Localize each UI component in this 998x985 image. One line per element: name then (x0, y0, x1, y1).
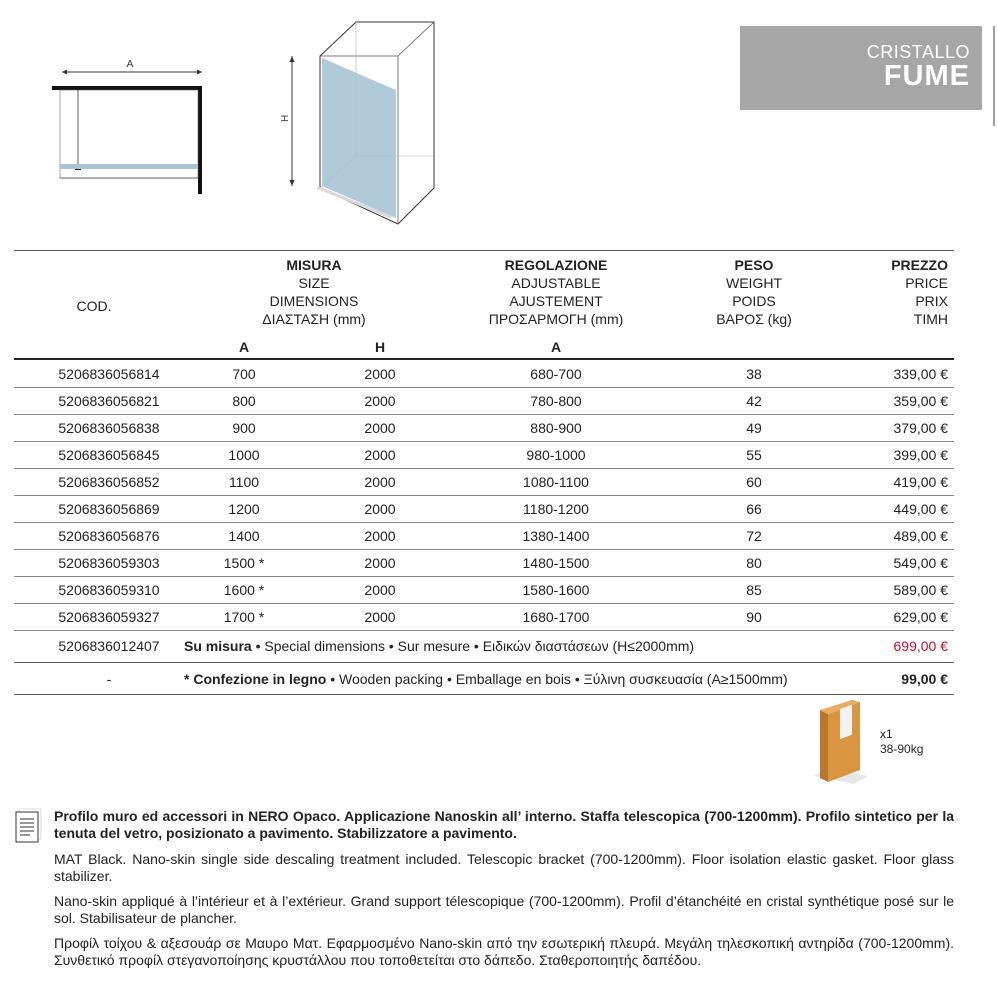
header-adjustable-it: REGOLAZIONE (504, 257, 608, 273)
table-row (14, 468, 954, 495)
row-width: 1000 (228, 447, 260, 463)
row-height: 2000 (364, 528, 396, 544)
row-width: 900 (232, 420, 256, 436)
row-code: 5206836056869 (58, 501, 160, 517)
note-bold: * Confezione in legno (184, 671, 327, 687)
row-adjustable: 780-800 (530, 393, 582, 409)
table-row (14, 387, 954, 414)
row-adjustable: 1680-1700 (522, 609, 590, 625)
row-price: 419,00 € (893, 474, 948, 490)
description-fr: Nano-skin appliqué à l’intérieur et à l’extérieur. Grand support télescopique (700-1200mm). Profil d’étanchéité en cristal synthétique posé sur le sol. Stabilisateur de plancher. (54, 893, 954, 926)
row-code: - (106, 671, 112, 687)
description-gr: Προφίλ τοίχου & αξεσουάρ σε Μαυρο Ματ. Εφαρμοσμένο Nano-skin από την εσωτερική πλευρά. Μεγάλη τηλεσκοπική αντηρίδα (700-1200mm). Συνθετικό προφίλ στεγανοποίησης κρυστάλλου που τοποθετείται στο δάπεδο. Σταθεροποιητής δαπέδου. (54, 935, 954, 968)
row-height: 2000 (364, 582, 396, 598)
row-price: 699,00 € (893, 638, 948, 654)
row-code: 5206836056845 (58, 447, 160, 463)
row-adjustable: 680-700 (530, 366, 582, 382)
row-price: 399,00 € (893, 447, 948, 463)
row-code: 5206836056876 (58, 528, 160, 544)
row-weight: 72 (746, 528, 762, 544)
row-width: 800 (232, 393, 256, 409)
row-height: 2000 (364, 420, 396, 436)
row-weight: 85 (746, 582, 762, 598)
row-adjustable: 880-900 (530, 420, 582, 436)
row-height: 2000 (364, 609, 396, 625)
header-size-en: SIZE (298, 275, 330, 291)
row-code: 5206836012407 (58, 638, 160, 654)
glass-type-badge (740, 26, 982, 110)
edge-line (993, 26, 995, 126)
row-adjustable: 1180-1200 (523, 501, 589, 517)
row-weight: 42 (746, 393, 762, 409)
row-price: 629,00 € (893, 609, 948, 625)
divider (14, 662, 954, 663)
note-text: • Wooden packing • Emballage en bois • Ξύλινη συσκευασία (A≥1500mm) (326, 671, 788, 687)
row-adjustable: 1580-1600 (522, 582, 590, 598)
row-price: 339,00 € (893, 366, 948, 382)
header-weight-en: WEIGHT (726, 275, 782, 291)
header-weight-gr: ΒΑΡΟΣ (kg) (716, 311, 792, 327)
header-adjustable-fr: AJUSTEMENT (509, 293, 603, 309)
row-weight: 66 (746, 501, 762, 517)
header-price-gr: ΤΙΜΗ (913, 311, 948, 327)
row-adjustable: 1080-1100 (523, 474, 589, 490)
row-price: 449,00 € (893, 501, 948, 517)
row-note (184, 637, 694, 655)
row-code: 5206836056838 (58, 420, 160, 436)
description-en: MAT Black. Nano-skin single side descaling treatment included. Telescopic bracket (700-1200mm). Floor isolation elastic gasket. Floor glass stabilizer. (54, 851, 954, 884)
header-size-gr: ΔΙΑΣΤΑΣΗ (mm) (262, 311, 366, 327)
table-row (14, 522, 954, 549)
note-bold: Su misura (184, 638, 252, 654)
row-width: 1700 * (223, 609, 265, 625)
row-weight: 49 (746, 420, 762, 436)
header-weight (704, 256, 804, 328)
dimension-a-label: A (126, 59, 134, 70)
header-size (234, 256, 394, 328)
header-price-it: PREZZO (891, 257, 948, 273)
header-price-fr: PRIX (915, 293, 948, 309)
document-icon (14, 808, 42, 844)
row-height: 2000 (364, 447, 396, 463)
row-code: 5206836056852 (58, 474, 160, 490)
dimension-h-label: H (280, 114, 291, 122)
row-adjustable: 1380-1400 (522, 528, 590, 544)
header-size-fr: DIMENSIONS (269, 293, 359, 309)
row-width: 700 (232, 366, 256, 382)
table-row (14, 549, 954, 576)
row-code: 5206836059327 (58, 609, 160, 625)
wooden-crate-icon (810, 700, 870, 785)
row-height: 2000 (364, 393, 396, 409)
row-code: 5206836056821 (58, 393, 160, 409)
header-sub-reg-a: A (550, 339, 562, 355)
row-code: 5206836056814 (58, 366, 160, 382)
row-height: 2000 (364, 501, 396, 517)
top-view-diagram (48, 56, 210, 196)
header-weight-fr: POIDS (732, 293, 776, 309)
table-row-wood (14, 665, 954, 692)
badge-line-1: CRISTALLO (866, 42, 970, 62)
description-it (54, 808, 954, 842)
row-adjustable: 980-1000 (526, 447, 586, 463)
row-code: 5206836059303 (58, 555, 160, 571)
row-price: 99,00 € (901, 671, 948, 687)
row-weight: 80 (746, 555, 762, 571)
row-weight: 60 (746, 474, 762, 490)
row-note (184, 670, 788, 688)
header-cod: COD. (76, 298, 112, 314)
row-adjustable: 1480-1500 (522, 555, 590, 571)
row-width: 1100 (228, 474, 260, 490)
table-row (14, 603, 954, 630)
header-weight-it: PESO (734, 257, 774, 273)
note-text: • Special dimensions • Sur mesure • Ειδικών διαστάσεων (H≤2000mm) (251, 638, 695, 654)
table-row (14, 576, 954, 603)
row-width: 1400 (228, 528, 260, 544)
table-row (14, 441, 954, 468)
row-weight: 55 (746, 447, 762, 463)
divider (14, 630, 954, 631)
perspective-diagram (278, 18, 444, 226)
row-price: 379,00 € (893, 420, 948, 436)
package-info (880, 727, 923, 757)
divider (14, 250, 954, 251)
row-weight: 90 (746, 609, 762, 625)
row-height: 2000 (364, 555, 396, 571)
row-code: 5206836059310 (58, 582, 160, 598)
header-adjustable-gr: ΠΡΟΣΑΡΜΟΓΗ (mm) (488, 311, 624, 327)
table-row-custom (14, 632, 954, 659)
package-weight: 38-90kg (880, 742, 924, 756)
table-row (14, 360, 954, 387)
row-weight: 38 (746, 366, 762, 382)
badge-line-2: FUME (883, 60, 970, 92)
row-price: 489,00 € (893, 528, 948, 544)
package-qty: x1 (880, 727, 893, 741)
header-sub-h: H (374, 339, 386, 355)
header-size-it: MISURA (286, 257, 342, 273)
row-price: 549,00 € (893, 555, 948, 571)
row-height: 2000 (364, 366, 396, 382)
row-price: 589,00 € (893, 582, 948, 598)
row-width: 1200 (228, 501, 260, 517)
description-it-text: Profilo muro ed accessori in NERO Opaco. Applicazione Nanoskin all’ interno. Staffa telescopica (700-1200mm). Profilo sintetico per la tenuta del vetro, posizionato a pavimento. Stabilizzatore a pavimento. (54, 808, 954, 841)
divider (14, 694, 954, 695)
row-width: 1500 * (223, 555, 265, 571)
row-height: 2000 (364, 474, 396, 490)
header-sub-a: A (238, 339, 250, 355)
header-adjustable (466, 256, 646, 328)
row-price: 359,00 € (893, 393, 948, 409)
header-adjustable-en: ADJUSTABLE (511, 275, 601, 291)
table-row (14, 414, 954, 441)
row-width: 1600 * (223, 582, 265, 598)
header-price-en: PRICE (905, 275, 948, 291)
table-row (14, 495, 954, 522)
header-price (848, 256, 948, 328)
